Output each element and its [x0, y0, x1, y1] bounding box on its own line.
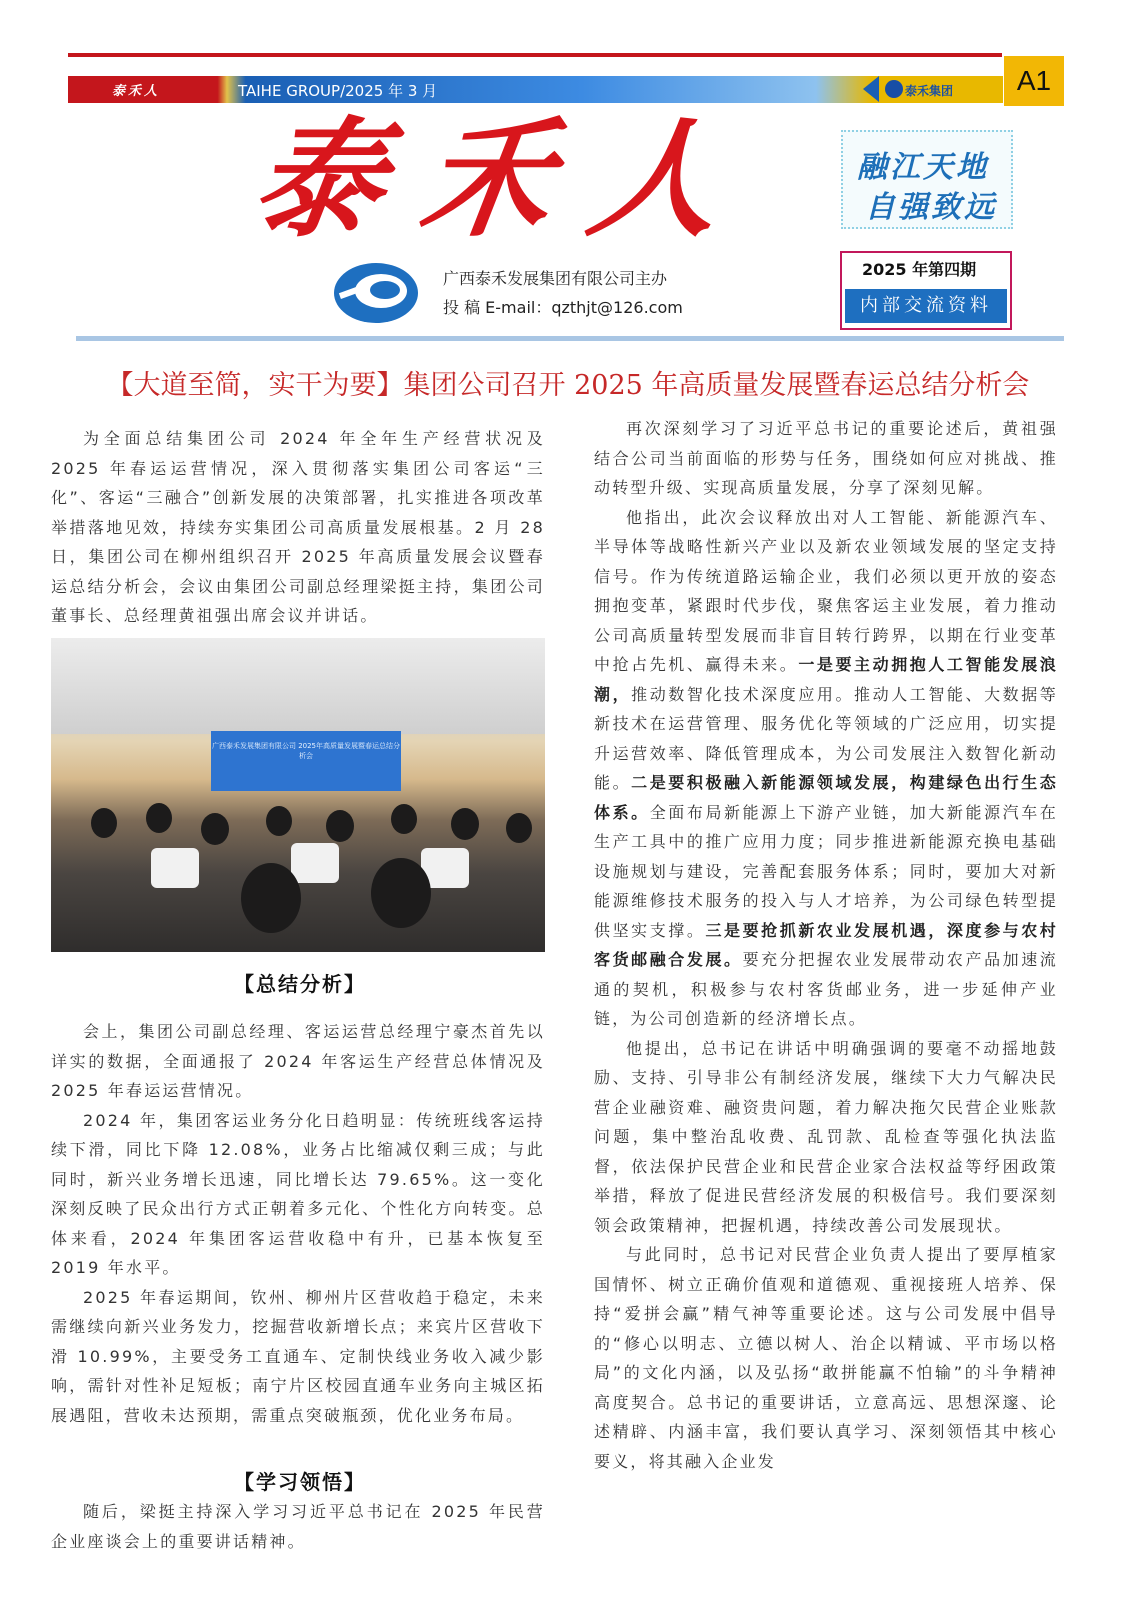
text-run: 要充分把握农业发展带动农产品加速流通的契机，积极参与农村客货邮业务，进一步延伸产业链，为公司创造新的经济增长点。 — [594, 950, 1058, 1028]
text-run: 他指出，此次会议释放出对人工智能、新能源汽车、半导体等战略性新兴产业以及新农业领域发展的坚定支持信号。作为传统道路运输企业，我们必须以更开放的姿态拥抱变革，紧跟时代步伐，聚焦客运主业发展，着力推动公司高质量转型发展而非盲目转行跨界，以期在行业变革中抢占先机、赢得未来。 — [594, 507, 1058, 674]
photo-chair — [291, 843, 339, 883]
photo-person — [371, 858, 431, 928]
paragraph: 再次深刻学习了习近平总书记的重要论述后，黄祖强结合公司当前面临的形势与任务，围绕如何应对挑战、推动转型升级、实现高质量发展，分享了深刻见解。 — [594, 419, 1058, 497]
photo-person — [451, 808, 479, 840]
photo-person — [91, 808, 117, 838]
motto-box — [841, 130, 1013, 229]
issue-number: 2025 年第四期 — [862, 260, 977, 279]
sponsor-line: 广西泰禾发展集团有限公司主办 — [443, 269, 668, 288]
right-column — [594, 414, 1058, 1476]
photo-person — [201, 813, 229, 845]
photo-person — [266, 806, 292, 836]
bold-point: 一是要主动拥抱人工智能发展浪潮， — [594, 655, 1058, 704]
motto-line: 自强致远 — [865, 190, 997, 225]
bold-point: 三是要抢抓新农业发展机遇，深度参与农村客货邮融合发展。 — [594, 920, 1058, 969]
top-red-line — [68, 53, 1002, 57]
company-logo-icon — [331, 258, 421, 328]
article-headline: 【大道至简，实干为要】集团公司召开 2025 年高质量发展暨春运总结分析会 — [106, 370, 1030, 401]
submission-email: 投 稿 E-mail：qzthjt@126.com — [443, 298, 683, 317]
paragraph: 2025 年春运期间，钦州、柳州片区营收趋于稳定，未来需继续向新兴业务发力，挖掘营收新增长点；来宾片区营收下滑 10.99%，主要受务工直通车、定制快线业务收入减少影响，需针对性补足短板；南宁片区校园直通车业务向主城区拓展遇阻，营收未达预期，需重点突破瓶颈，优化业务布局。 — [51, 1287, 545, 1425]
issue-box — [840, 251, 1012, 330]
text-run: 全面布局新能源上下游产业链，加大新能源汽车在生产工具中的推广应用力度；同步推进新能源充换电基础设施规划与建设，完善配套服务体系；同时，要加大对新能源维修技术服务的投入与人才培养，为公司绿色转型提供坚实支撑。 — [594, 802, 1058, 940]
photo-person — [391, 804, 417, 834]
photo-person — [241, 863, 301, 933]
paragraph: 与此同时，总书记对民营企业负责人提出了要厚植家国情怀、树立正确价值观和道德观、重视接班人培养、保持“爱拼会赢”精气神等重要论述。这与公司发展中倡导的“修心以明志、立德以树人、治企以精诚、平市场以格局”的文化内涵，以及弘扬“敢拼能赢不怕输”的斗争精神高度契合。总书记的重要讲话，立意高远、思想深邃、论述精辟、内涵丰富，我们要认真学习、深刻领悟其中核心要义，将其融入企业发 — [594, 1245, 1058, 1471]
ribbon-chevron — [863, 76, 879, 102]
brand-name: 泰禾集团 — [905, 84, 954, 98]
page-number: A1 — [1004, 56, 1064, 106]
internal-label: 内部交流资料 — [845, 289, 1007, 323]
section-heading: 【总结分析】 — [234, 972, 366, 996]
ribbon-date: TAIHE GROUP/2025 年 3 月 — [238, 82, 438, 100]
text-run: 推动数智化技术深度应用。推动人工智能、大数据等新技术在运营管理、服务优化等领域的广泛应用，切实提升运营效率、降低管理成本，为公司发展注入数智化新动能。 — [594, 684, 1058, 792]
left-column-intro — [51, 424, 545, 631]
paragraph: 随后，梁挺主持深入学习习近平总书记在 2025 年民营企业座谈会上的重要讲话精神。 — [51, 1502, 545, 1551]
paragraph: 会上，集团公司副总经理、客运运营总经理宁豪杰首先以详实的数据，全面通报了 2024 年客运生产经营总体情况及 2025 年春运运营情况。 — [51, 1022, 545, 1100]
photo-person — [506, 813, 532, 843]
ribbon-name: 泰禾人 — [112, 84, 161, 99]
photo-screen — [211, 731, 401, 791]
header-divider — [76, 336, 1064, 341]
paragraph — [594, 503, 1058, 1034]
paragraph: 他提出，总书记在讲话中明确强调的要毫不动摇地鼓励、支持、引导非公有制经济发展，继续下大力气解决民营企业融资难、融资贵问题，着力解决拖欠民营企业账款问题，集中整治乱收费、乱罚款、乱检查等强化执法监督，依法保护民营企业和民营企业家合法权益等纾困政策举措，释放了促进民营经济发展的积极信号。我们要深刻领会政策精神，把握机遇，持续改善公司发展现状。 — [594, 1038, 1058, 1235]
paragraph: 2024 年，集团客运业务分化日趋明显：传统班线客运持续下滑，同比下降 12.08%，业务占比缩减仅剩三成；与此同时，新兴业务增长迅速，同比增长达 79.65%。这一变化深刻反映了民众出行方式正朝着多元化、个性化方向转变。总体来看，2024 年集团客运营收稳中有升，已基本恢复至 2019 年水平。 — [51, 1110, 545, 1277]
ribbon-chevron — [190, 76, 206, 102]
motto-line: 融江天地 — [857, 150, 989, 185]
photo-ceiling — [51, 638, 545, 734]
photo-person — [146, 803, 172, 833]
meeting-photo — [51, 638, 545, 952]
brand-logo-icon — [885, 80, 903, 98]
bold-point: 二是要积极融入新能源领域发展，构建绿色出行生态体系。 — [594, 773, 1058, 822]
left-column-end — [51, 1497, 545, 1556]
photo-chair — [151, 848, 199, 888]
masthead-title: 泰禾人 — [244, 105, 770, 255]
photo-person — [326, 810, 354, 842]
section-heading: 【学习领悟】 — [234, 1470, 366, 1494]
paragraph: 为全面总结集团公司 2024 年全年生产经营状况及 2025 年春运运营情况，深入贯彻落实集团公司客运“三化”、客运“三融合”创新发展的决策部署，扎实推进各项改革举措落地见效，持续夯实集团公司高质量发展根基。2 月 28 日，集团公司在柳州组织召开 2025 年高质量发展会议暨春运总结分析会，会议由集团公司副总经理梁挺主持，集团公司董事长、总经理黄祖强出席会议并讲话。 — [51, 429, 545, 625]
screen-text: 广西泰禾发展集团有限公司 2025年高质量发展暨春运总结分析会 — [211, 742, 401, 760]
left-column-body — [51, 1017, 545, 1430]
